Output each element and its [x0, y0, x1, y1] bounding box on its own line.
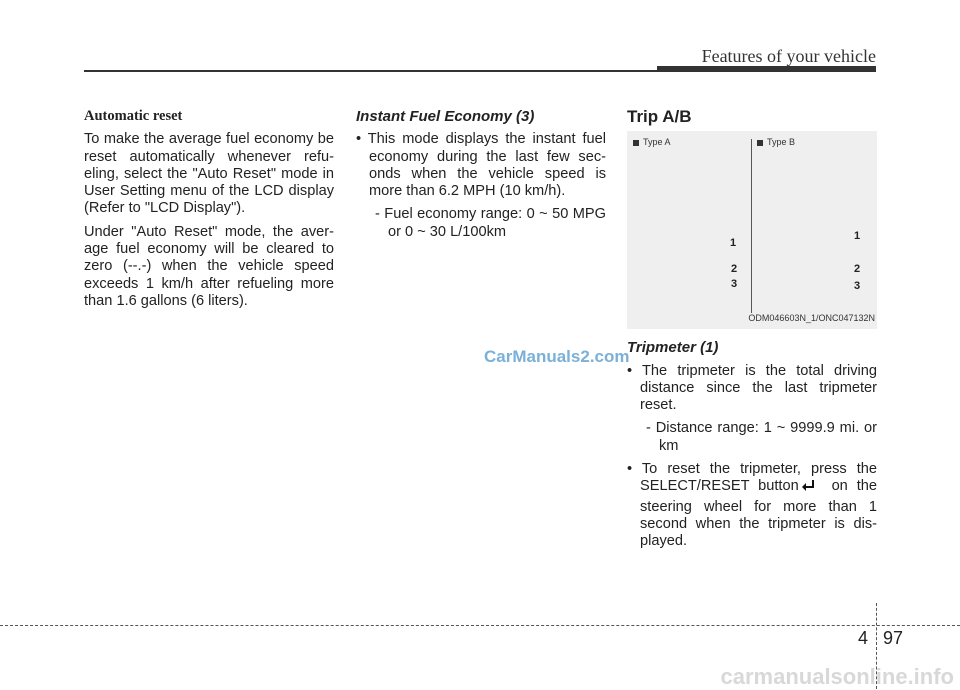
paragraph-auto-reset-2: Under "Auto Reset" mode, the aver-age fuel economy will be cleared to zero (--.-) when the vehicle speed exceeds 1 km/h after refueling more than 1.6 gallons (6 liters). — [84, 223, 334, 309]
callout-b-1: 1 — [854, 230, 861, 243]
header-rule-thick — [657, 66, 876, 72]
figure-label-type-a: Type A — [633, 134, 671, 151]
bullet-instant-fuel-economy: • This mode displays the instant fuel economy during the last few sec-onds when the vehicle speed is more than 6.2 MPH (10 km/h). — [356, 131, 606, 200]
callout-a-3: 3 — [731, 278, 738, 291]
square-bullet-icon — [757, 140, 763, 146]
dash-fuel-economy-range: - Fuel economy range: 0 ~ 50 MPG or 0 ~ 30 L/100km — [375, 206, 606, 240]
site-footer-link[interactable]: carmanualsonline.info — [720, 664, 954, 689]
figure-label-type-b: Type B — [757, 134, 795, 151]
column-automatic-reset — [84, 108, 334, 316]
dash-distance-range: - Distance range: 1 ~ 9999.9 mi. or km — [646, 420, 877, 454]
callout-b-2: 2 — [854, 263, 861, 276]
watermark-carmanuals2: CarManuals2.com — [484, 347, 630, 366]
callout-b-3: 3 — [854, 280, 861, 293]
heading-trip-ab: Trip A/B — [627, 107, 692, 126]
figure-code: ODM046603N_1/ONC047132N — [748, 313, 875, 323]
heading-tripmeter: Tripmeter (1) — [627, 339, 719, 357]
column-instant-fuel-economy — [356, 108, 606, 247]
heading-automatic-reset: Automatic reset — [84, 108, 183, 124]
callout-a-2: 2 — [731, 263, 738, 276]
trip-ab-figure — [627, 131, 877, 329]
heading-instant-fuel-economy: Instant Fuel Economy (3) — [356, 108, 535, 125]
page-chapter-number: 4 — [858, 628, 869, 648]
page-number: 97 — [883, 628, 904, 648]
square-bullet-icon — [633, 140, 639, 146]
reset-instruction-end: on the steering wheel for more than 1 second when the tripmeter is dis-played. — [640, 478, 877, 550]
bullet-tripmeter-reset — [627, 461, 877, 550]
callout-a-1: 1 — [730, 237, 737, 250]
column-trip-ab — [627, 108, 877, 557]
bullet-tripmeter-definition: • The tripmeter is the total driving distance since the last tripmeter reset. — [627, 362, 877, 414]
reset-instruction-start: • To reset the tripmeter, press the SELECT/RESET button — [627, 461, 877, 495]
figure-divider — [751, 139, 752, 313]
paragraph-auto-reset-1: To make the average fuel economy be reset automatically whenever refu-eling, select the "Auto Reset" mode in User Setting menu of the LCD display (Refer to "LCD Display"). — [84, 131, 334, 217]
enter-return-icon — [814, 479, 817, 498]
header-rule-thin — [84, 70, 657, 72]
header-title: Features of your vehicle — [701, 46, 876, 66]
footer-rule — [0, 625, 960, 626]
